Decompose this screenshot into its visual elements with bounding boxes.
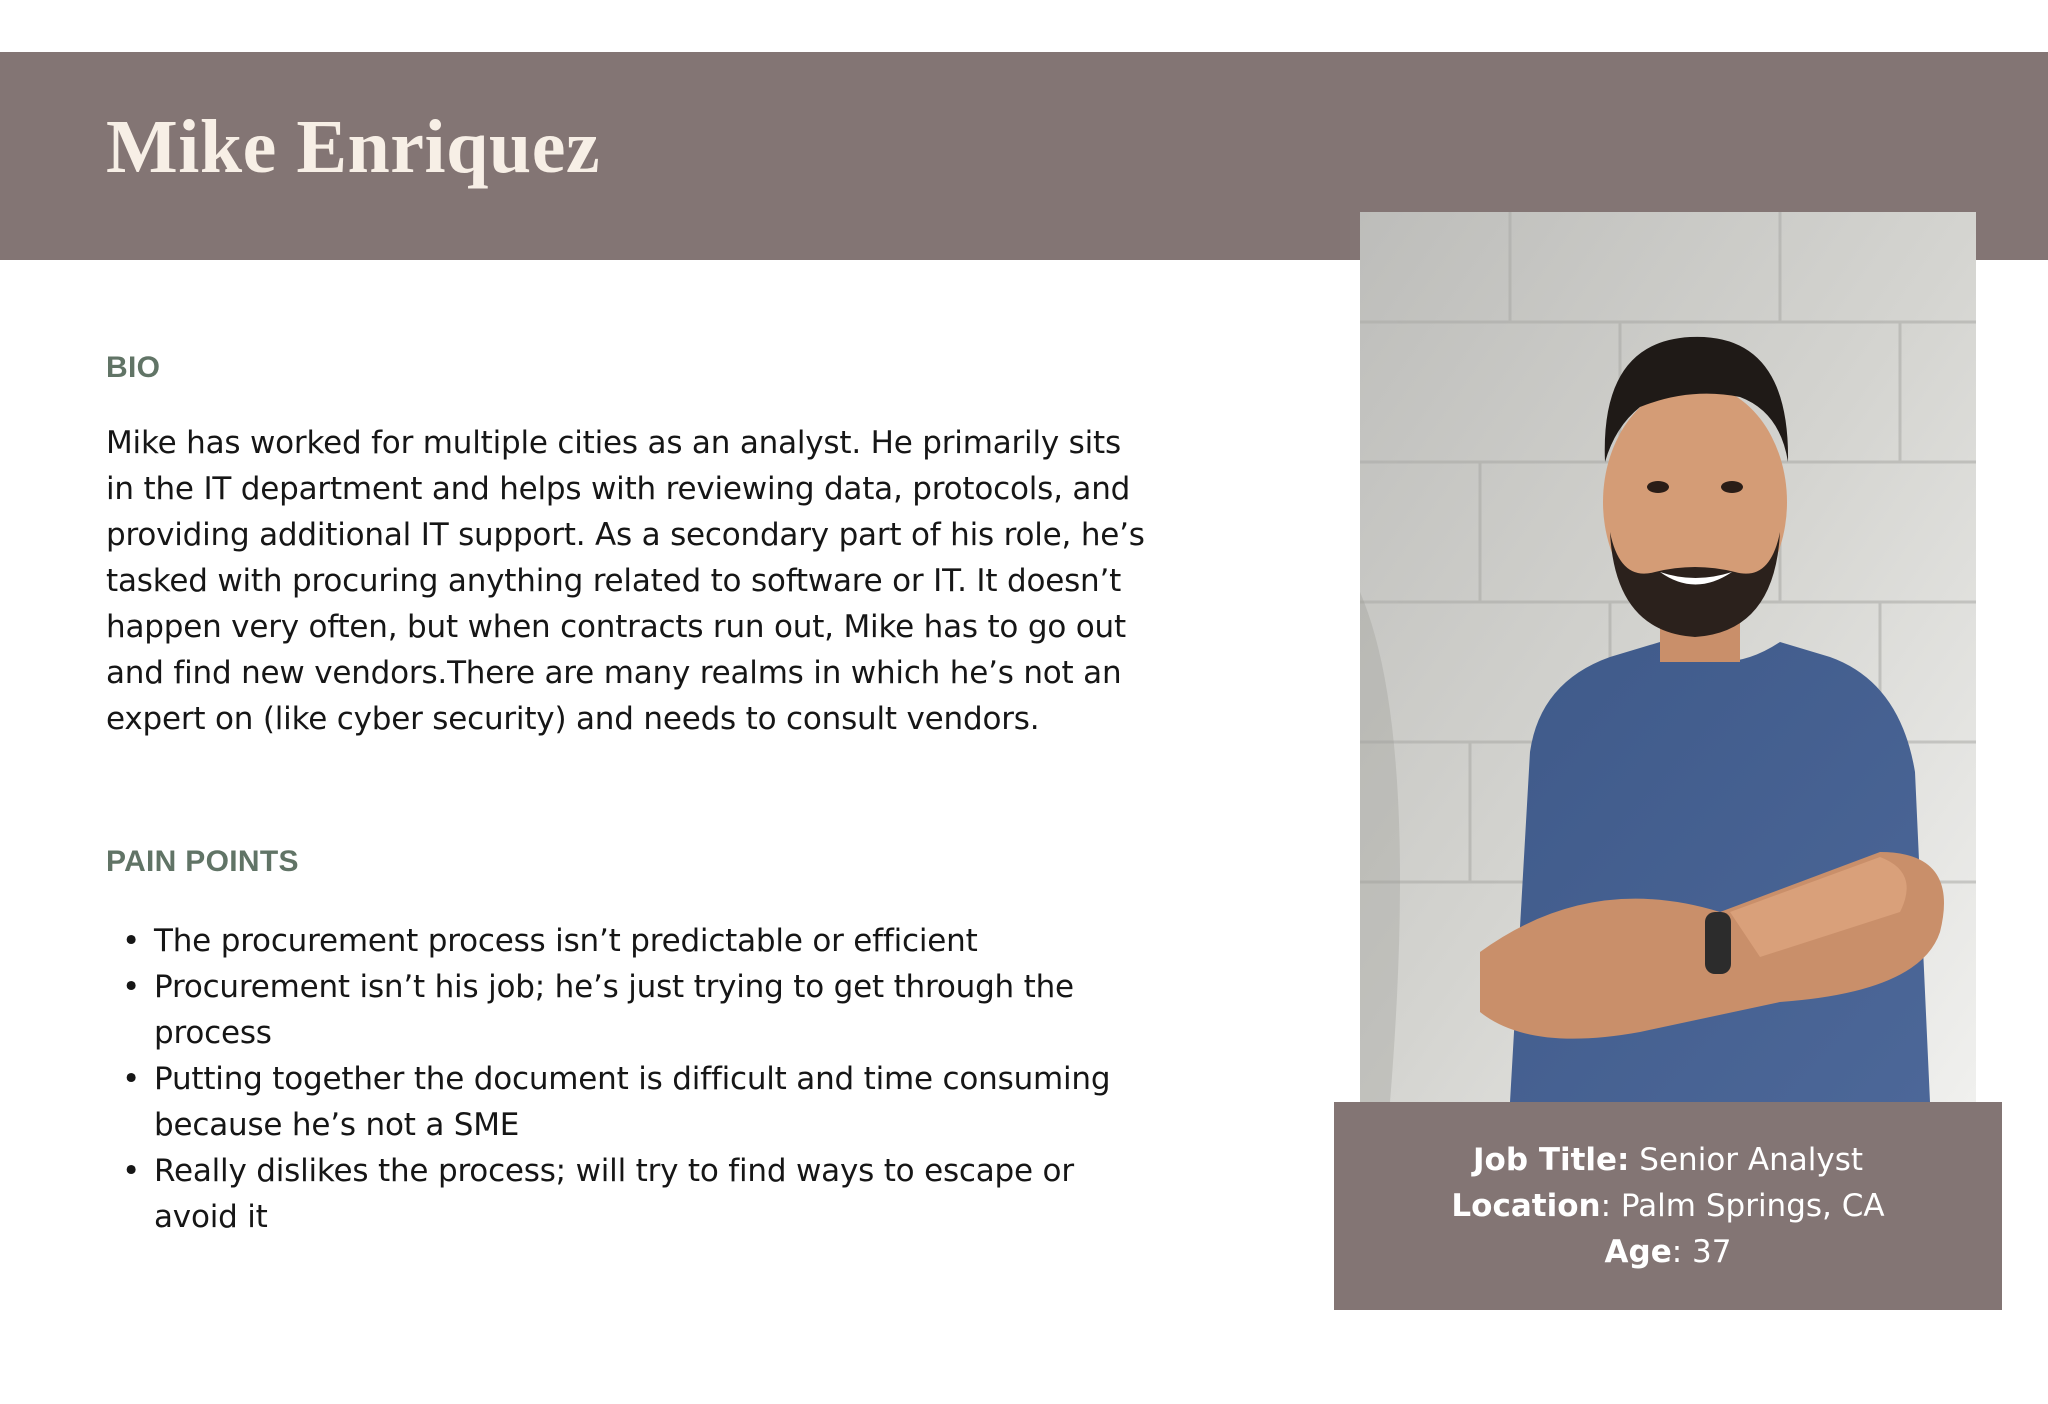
bio-heading: BIO xyxy=(106,351,161,384)
age-line xyxy=(1605,1229,1732,1275)
pain-point-item: • Procurement isn’t his job; he’s just trying to get through the process xyxy=(106,964,1156,1056)
persona-name: Mike Enriquez xyxy=(106,105,601,189)
location-value: : Palm Springs, CA xyxy=(1600,1188,1885,1224)
pain-points-heading: PAIN POINTS xyxy=(106,845,299,878)
pain-point-item: • Really dislikes the process; will try to find ways to escape or avoid it xyxy=(106,1148,1156,1240)
location-line xyxy=(1451,1183,1884,1229)
location-label: Location xyxy=(1451,1188,1601,1224)
pain-point-item: • The procurement process isn’t predictable or efficient xyxy=(106,918,1156,964)
job-title-value: Senior Analyst xyxy=(1629,1142,1863,1178)
pain-points-list xyxy=(106,918,1156,1240)
bio-text: Mike has worked for multiple cities as an analyst. He primarily sits in the IT department and helps with reviewing data, protocols, and providing additional IT support. As a secondary part of his role, he’s tasked with procuring anything related to software or IT. It doesn’t happen very often, but when contracts run out, Mike has to go out and find new vendors.There are many realms in which he’s not an expert on (like cyber security) and needs to consult vendors. xyxy=(106,425,1145,737)
age-value: : 37 xyxy=(1671,1234,1732,1270)
persona-info-box xyxy=(1334,1102,2002,1310)
persona-photo-illustration xyxy=(1360,212,1976,1102)
pain-point-item: • Putting together the document is difficult and time consuming because he’s not a SME xyxy=(106,1056,1156,1148)
age-label: Age xyxy=(1604,1234,1672,1270)
job-title-label: Job Title: xyxy=(1473,1142,1630,1178)
job-title-line xyxy=(1473,1137,1863,1183)
persona-photo xyxy=(1360,212,1976,1102)
